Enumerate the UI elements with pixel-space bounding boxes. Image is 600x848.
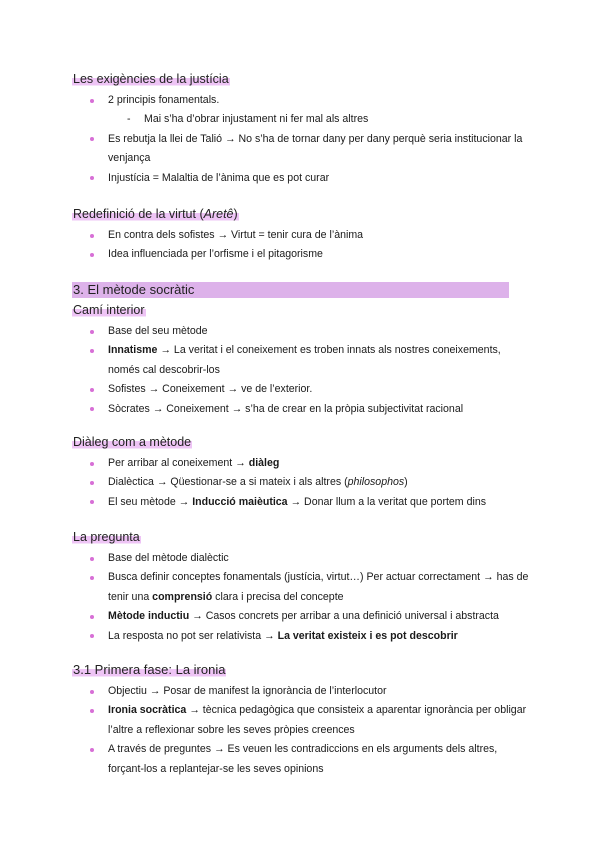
bullet-list: [72, 226, 532, 265]
text-run: ): [404, 476, 408, 489]
section-virtut: [72, 205, 532, 265]
section-justicia: [72, 70, 532, 188]
section-heading: Diàleg com a mètode: [73, 435, 192, 449]
text-run: Sofistes → Coneixement → ve de l’exterior.: [108, 383, 313, 396]
list-item: [72, 322, 532, 341]
sub-list-item: [72, 110, 532, 129]
bullet-list: [72, 91, 532, 188]
chapter-heading: 3.1 Primera fase: La ironia: [73, 662, 226, 677]
text-run: 2 principis fonamentals.: [108, 94, 220, 106]
bullet-list: [72, 322, 532, 419]
bold-text: Mètode inductiu: [108, 610, 190, 623]
italic-text: philosophos: [347, 476, 405, 489]
bullet-list: [72, 549, 532, 646]
text-run: Idea influenciada per l’orfisme i el pitagorisme: [108, 248, 323, 261]
bold-text: comprensió: [152, 590, 213, 603]
text-run: Base del mètode dialèctic: [108, 552, 229, 564]
list-item: [72, 549, 532, 568]
text-run: En contra dels sofistes → Virtut = tenir cura de l’ànima: [108, 229, 364, 241]
section-heading: Les exigències de la justícia: [73, 72, 229, 86]
list-item: [72, 454, 532, 473]
text-run: → tècnica pedagògica que consisteix a aparentar ignorància per obligar l’altre a reflexionar sobre les seves pròpies creences: [108, 704, 527, 736]
section-heading: [72, 206, 239, 222]
italic-text: Aretê: [203, 207, 234, 221]
bullet-list: [72, 454, 532, 512]
section-ironia: [72, 661, 532, 779]
list-item: [72, 226, 532, 245]
list-item: [72, 493, 532, 512]
list-item: [72, 245, 532, 264]
text-run: Base del seu mètode: [108, 325, 208, 337]
text-run: Injustícia = Malaltia de l’ànima que es pot curar: [108, 171, 330, 184]
text-run: Mai s’ha d’obrar injustament ni fer mal als altres: [144, 113, 369, 126]
list-item: [72, 740, 532, 779]
text-run: La resposta no pot ser relativista →: [108, 629, 278, 642]
text-run: Per arribar al coneixement →: [108, 457, 249, 469]
bold-text: diàleg: [248, 457, 280, 469]
text-run: Sòcrates → Coneixement → s’ha de crear en la pròpia subjectivitat racional: [108, 402, 464, 415]
text-run: El seu mètode →: [108, 495, 193, 508]
text-run: Dialèctica → Qüestionar-se a si mateix i als altres (: [108, 476, 348, 489]
text-run: → La veritat i el coneixement es troben innats als nostres coneixements, només cal descobrir-los: [108, 344, 501, 376]
bold-text: Inducció maièutica: [192, 495, 288, 508]
list-item: [72, 169, 532, 188]
list-item: [72, 568, 532, 607]
section-heading: Camí interior: [73, 303, 145, 317]
section-pregunta: [72, 528, 532, 646]
bold-text: Innatisme: [108, 344, 158, 357]
list-item: [72, 701, 532, 740]
list-item: [72, 473, 532, 492]
bullet-list: [72, 682, 532, 779]
text-run: Redefinició de la virtut (: [73, 207, 204, 221]
list-item: [72, 341, 532, 380]
bold-text: La veritat existeix i es pot descobrir: [277, 629, 458, 642]
text-run: A través de preguntes → Es veuen les contradiccions en els arguments dels altres, forçant-los a replantejar-se les seves opinions: [108, 743, 498, 775]
section-heading: La pregunta: [73, 530, 140, 544]
list-item: [72, 91, 532, 110]
list-item: [72, 130, 532, 169]
list-item: [72, 400, 532, 419]
section-metode-socratic: [72, 282, 532, 419]
bold-text: Ironia socràtica: [108, 704, 187, 717]
list-item: [72, 607, 532, 626]
text-run: clara i precisa del concepte: [212, 590, 344, 603]
list-item: [72, 627, 532, 646]
text-run: → Casos concrets per arribar a una definició universal i abstracta: [189, 610, 499, 623]
text-run: ): [233, 207, 238, 221]
section-dialeg: [72, 433, 532, 512]
text-run: Es rebutja la llei de Talió → No s’ha de tornar dany per dany perquè seria institucionar la venjança: [108, 132, 523, 165]
chapter-heading: 3. El mètode socràtic: [72, 282, 509, 298]
text-run: Busca definir conceptes fonamentals (justícia, virtut…) Per actuar correctament → has de tenir una: [108, 571, 529, 603]
list-item: [72, 380, 532, 399]
text-run: → Donar llum a la veritat que portem dins: [287, 495, 487, 508]
text-run: Objectiu → Posar de manifest la ignorància de l’interlocutor: [108, 685, 387, 697]
list-item: [72, 682, 532, 701]
